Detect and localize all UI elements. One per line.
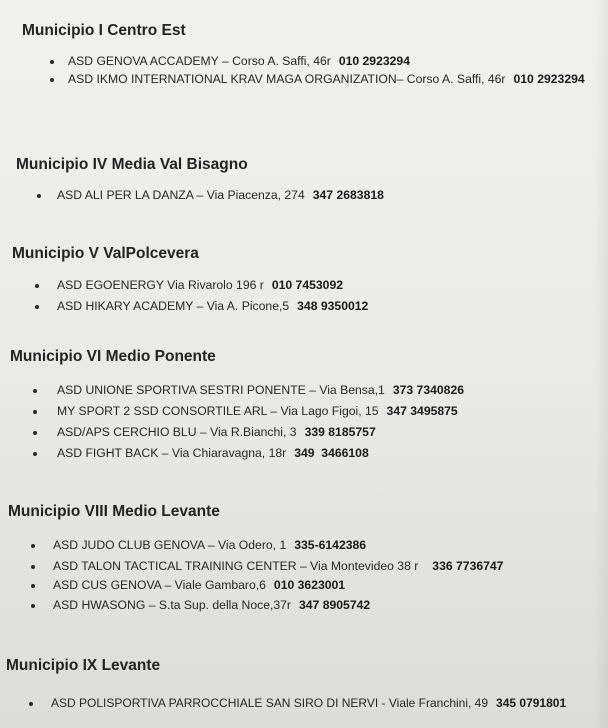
section-heading: Municipio VIII Medio Levante bbox=[8, 503, 220, 520]
page-shadow bbox=[594, 0, 608, 728]
entry-text: ASD POLISPORTIVA PARROCCHIALE SAN SIRO DI NERVI - Viale Franchini, 49 bbox=[51, 696, 489, 710]
entry-text: ASD TALON TACTICAL TRAINING CENTER – Via Montevideo 38 r bbox=[53, 559, 419, 573]
section-heading: Municipio I Centro Est bbox=[22, 22, 186, 39]
entry-text: MY SPORT 2 SSD CONSORTILE ARL – Via Lago Figoi, 15 bbox=[57, 404, 379, 418]
entry-phone: 010 7453092 bbox=[271, 278, 343, 292]
entry-phone: 010 2923294 bbox=[513, 72, 585, 86]
bullet-icon bbox=[31, 604, 35, 608]
entry-phone: 335-6142386 bbox=[294, 538, 367, 552]
entry-phone: 373 7340826 bbox=[392, 383, 464, 397]
bullet-icon bbox=[33, 389, 37, 393]
section-heading: Municipio IV Media Val Bisagno bbox=[16, 156, 248, 173]
entry-text: ASD FIGHT BACK – Via Chiaravagna, 18r bbox=[57, 446, 287, 460]
bullet-icon bbox=[31, 565, 35, 569]
entry-text: ASD IKMO INTERNATIONAL KRAV MAGA ORGANIZATION– Corso A. Saffi, 46r bbox=[68, 72, 506, 86]
bullet-icon bbox=[33, 452, 37, 456]
bullet-icon bbox=[33, 431, 37, 435]
entry-text: ASD EGOENERGY Via Rivarolo 196 r bbox=[57, 278, 264, 292]
section-heading: Municipio IX Levante bbox=[6, 657, 161, 674]
bullet-icon bbox=[31, 544, 35, 548]
entry-text: ASD JUDO CLUB GENOVA – Via Odero, 1 bbox=[53, 538, 287, 552]
entry-phone: 010 3623001 bbox=[273, 578, 346, 592]
section-heading: Municipio VI Medio Ponente bbox=[10, 348, 216, 365]
entry-text: ASD/APS CERCHIO BLU – Via R.Bianchi, 3 bbox=[57, 425, 297, 439]
entry-phone: 347 2683818 bbox=[312, 188, 384, 202]
bullet-icon bbox=[37, 194, 41, 198]
bullet-icon bbox=[33, 410, 37, 414]
entry-phone: 010 2923294 bbox=[338, 54, 410, 68]
bullet-icon bbox=[50, 60, 54, 64]
entry-text: ASD HWASONG – S.ta Sup. della Noce,37r bbox=[53, 598, 291, 612]
bullet-icon bbox=[35, 305, 39, 309]
entry-text: ASD UNIONE SPORTIVA SESTRI PONENTE – Via Bensa,1 bbox=[57, 383, 385, 397]
entry-phone: 347 8905742 bbox=[298, 598, 371, 612]
entry-text: ASD CUS GENOVA – Viale Gambaro,6 bbox=[53, 578, 266, 592]
bullet-icon bbox=[31, 584, 35, 588]
entry-phone: 349 3466108 bbox=[294, 446, 369, 460]
entry-phone: 336 7736747 bbox=[432, 559, 504, 573]
entry-text: ASD HIKARY ACADEMY – Via A. Picone,5 bbox=[57, 299, 290, 313]
bullet-icon bbox=[35, 284, 39, 288]
entry-phone: 347 3495875 bbox=[386, 404, 458, 418]
bullet-icon bbox=[50, 78, 54, 82]
section-heading: Municipio V ValPolcevera bbox=[12, 245, 199, 262]
bullet-icon bbox=[29, 702, 33, 706]
entry-phone: 339 8185757 bbox=[304, 425, 376, 439]
entry-text: ASD ALI PER LA DANZA – Via Piacenza, 274 bbox=[57, 188, 305, 202]
entry-phone: 348 9350012 bbox=[297, 299, 369, 313]
entry-text: ASD GENOVA ACCADEMY – Corso A. Saffi, 46r bbox=[68, 54, 331, 68]
entry-phone: 345 0791801 bbox=[496, 696, 567, 710]
